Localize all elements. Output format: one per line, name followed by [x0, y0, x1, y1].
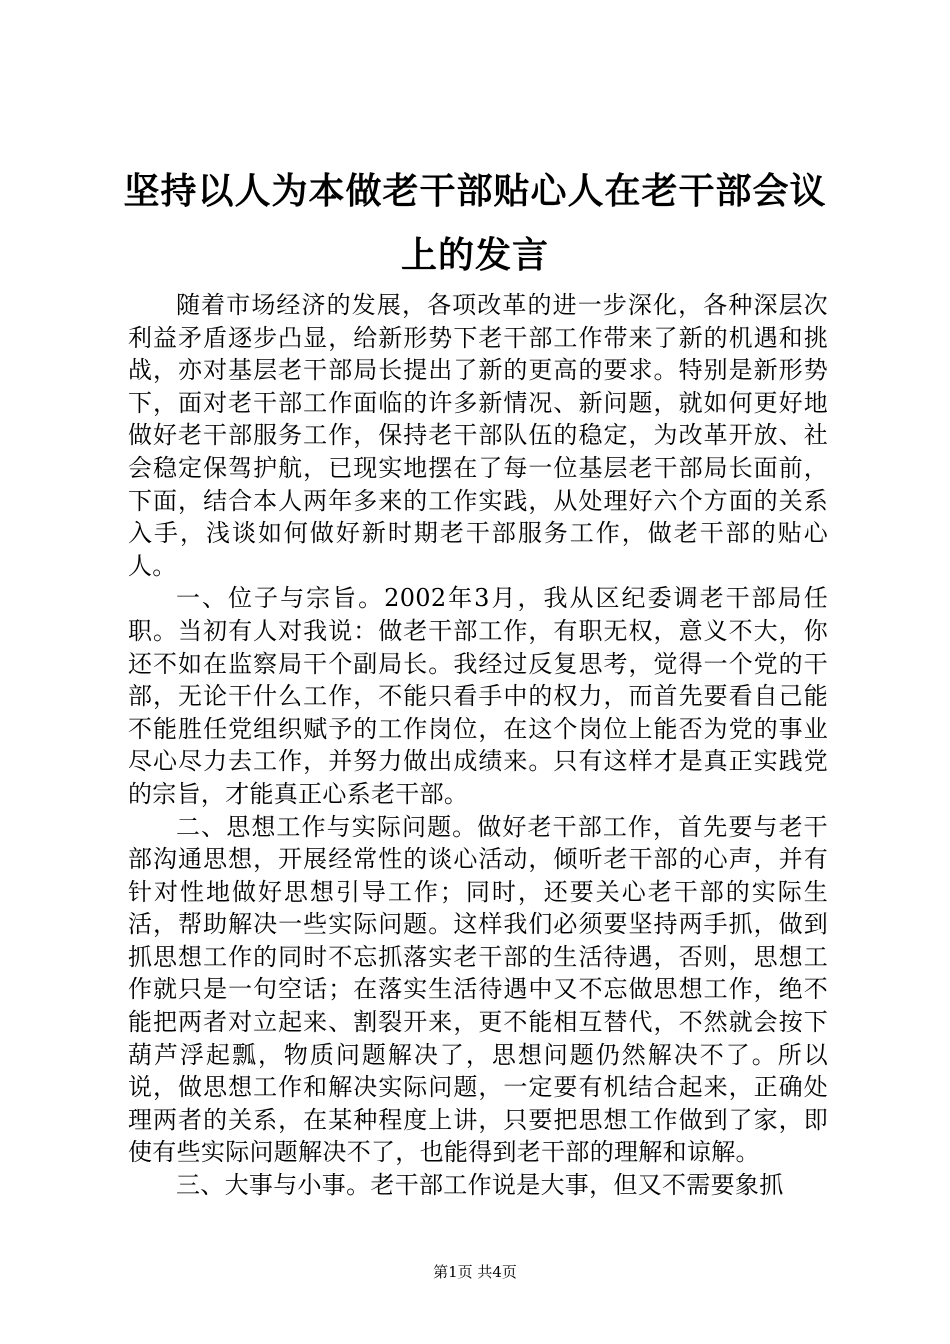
paragraph-section-3: 三、大事与小事。老干部工作说是大事，但又不需要象抓 [176, 1171, 784, 1200]
document-body [128, 289, 828, 1202]
paragraph-intro: 随着市场经济的发展，各项改革的进一步深化，各种深层次利益矛盾逐步凸显，给新形势下老干部工作带来了新的机遇和挑战，亦对基层老干部局长提出了新的更高的要求。特别是新形势下，面对老干部工作面临的许多新情况、新问题，就如何更好地做好老干部服务工作，保持老干部队伍的稳定，为改革开放、社会稳定保驾护航，已现实地摆在了每一位基层老干部局长面前，下面，结合本人两年多来的工作实践，从处理好六个方面的关系入手，浅谈如何做好新时期老干部服务工作，做老干部的贴心人。 [128, 291, 828, 580]
paragraph-section-1: 一、位子与宗旨。2002年3月，我从区纪委调老干部局任职。当初有人对我说：做老干部工作，有职无权，意义不大，你还不如在监察局干个副局长。我经过反复思考，觉得一个党的干部，无论干什么工作，不能只看手中的权力，而首先要看自己能不能胜任党组织赋予的工作岗位，在这个岗位上能否为党的事业尽心尽力去工作，并努力做出成绩来。只有这样才是真正实践党的宗旨，才能真正心系老干部。 [128, 584, 828, 808]
document-title: 坚持以人为本做老干部贴心人在老干部会议上的发言 [123, 171, 827, 276]
page-number-footer: 第1页 共4页 [433, 1263, 517, 1281]
paragraph-section-2: 二、思想工作与实际问题。做好老干部工作，首先要与老干部沟通思想，开展经常性的谈心活动，倾听老干部的心声，并有针对性地做好思想引导工作；同时，还要关心老干部的实际生活，帮助解决一些实际问题。这样我们必须要坚持两手抓，做到抓思想工作的同时不忘抓落实老干部的生活待遇，否则，思想工作就只是一句空话；在落实生活待遇中又不忘做思想工作，绝不能把两者对立起来、割裂开来，更不能相互替代，不然就会按下葫芦浮起瓢，物质问题解决了，思想问题仍然解决不了。所以说，做思想工作和解决实际问题，一定要有机结合起来，正确处理两者的关系，在某种程度上讲，只要把思想工作做到了家，即使有些实际问题解决不了，也能得到老干部的理解和谅解。 [128, 812, 828, 1167]
